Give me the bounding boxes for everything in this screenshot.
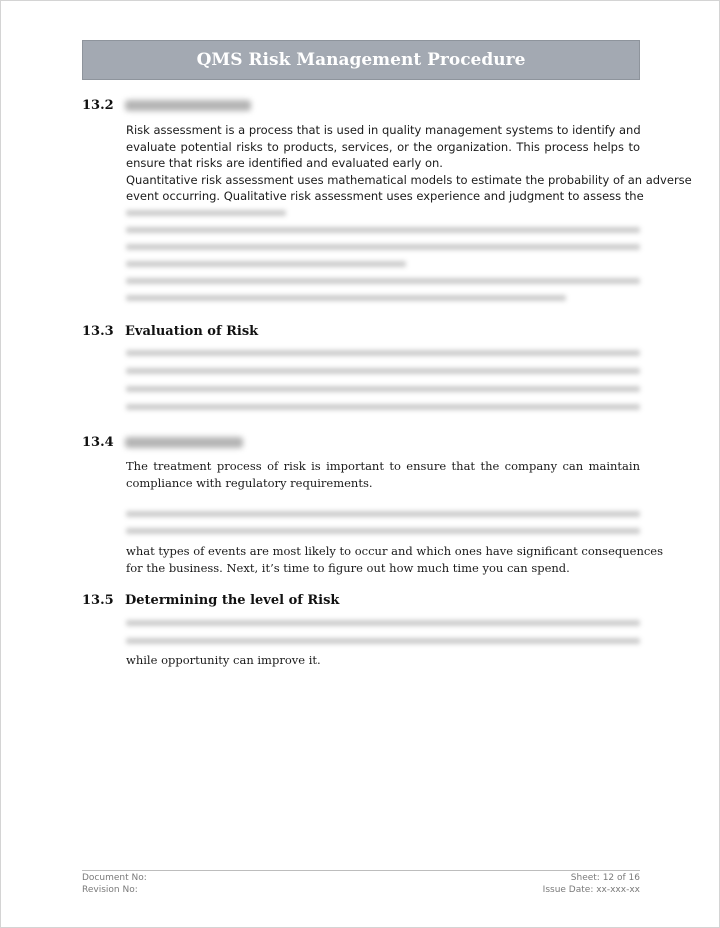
redacted-text-line (126, 368, 640, 374)
document-title: QMS Risk Management Procedure (196, 50, 526, 70)
redacted-text-line (126, 278, 640, 284)
section-13-4-paragraph (126, 458, 640, 491)
paragraph-line: what types of events are most likely to occur and which ones have significant consequences (126, 544, 664, 558)
redacted-text-line (126, 404, 640, 410)
footer-divider (82, 870, 640, 871)
paragraph-line: Risk assessment is a process that is used in quality management systems to identify and (126, 123, 641, 137)
redacted-text-line (126, 511, 640, 517)
paragraph-line: The treatment process of risk is important to ensure that the company can maintain (126, 459, 640, 473)
redacted-text-line (126, 210, 286, 216)
paragraph-line: compliance with regulatory requirements. (126, 475, 373, 490)
redacted-text-line (126, 528, 640, 534)
redacted-text-line (126, 386, 640, 392)
section-heading-13-3 (82, 322, 640, 340)
redacted-text-line (126, 227, 640, 233)
paragraph-line: event occurring. Qualitative risk assessment uses experience and judgment to assess the (126, 189, 644, 203)
redacted-text-line (126, 620, 640, 626)
redacted-text-line (126, 638, 640, 644)
section-title-redacted (125, 100, 251, 111)
section-number: 13.3 (82, 323, 114, 339)
sheet-number: Sheet: 12 of 16 (570, 873, 640, 883)
section-number: 13.4 (82, 434, 114, 450)
paragraph-line: while opportunity can improve it. (126, 653, 321, 667)
section-13-5-paragraph (126, 652, 640, 669)
section-title: Determining the level of Risk (125, 592, 340, 608)
paragraph-line: Quantitative risk assessment uses mathematical models to estimate the probability of an adverse (126, 172, 692, 187)
issue-date: Issue Date: xx-xxx-xx (542, 885, 640, 895)
document-number-label: Document No: (82, 873, 147, 883)
redacted-text-line (126, 350, 640, 356)
paragraph-line: evaluate potential risks to products, services, or the organization. This process helps to (126, 139, 640, 154)
redacted-text-line (126, 244, 640, 250)
document-title-bar (82, 40, 640, 80)
section-number: 13.5 (82, 592, 114, 608)
paragraph-line: ensure that risks are identified and evaluated early on. (126, 156, 443, 170)
section-number: 13.2 (82, 97, 114, 113)
section-heading-13-5 (82, 591, 640, 609)
redacted-text-line (126, 295, 566, 301)
section-heading-13-2 (82, 96, 640, 114)
section-13-2-paragraph (126, 122, 692, 205)
section-13-4-paragraph-2 (126, 543, 664, 576)
paragraph-line: for the business. Next, it’s time to figure out how much time you can spend. (126, 560, 570, 575)
revision-number-label: Revision No: (82, 885, 138, 895)
redacted-text-line (126, 261, 406, 267)
section-title: Evaluation of Risk (125, 323, 259, 339)
section-title-redacted (125, 437, 243, 448)
section-heading-13-4 (82, 433, 640, 451)
